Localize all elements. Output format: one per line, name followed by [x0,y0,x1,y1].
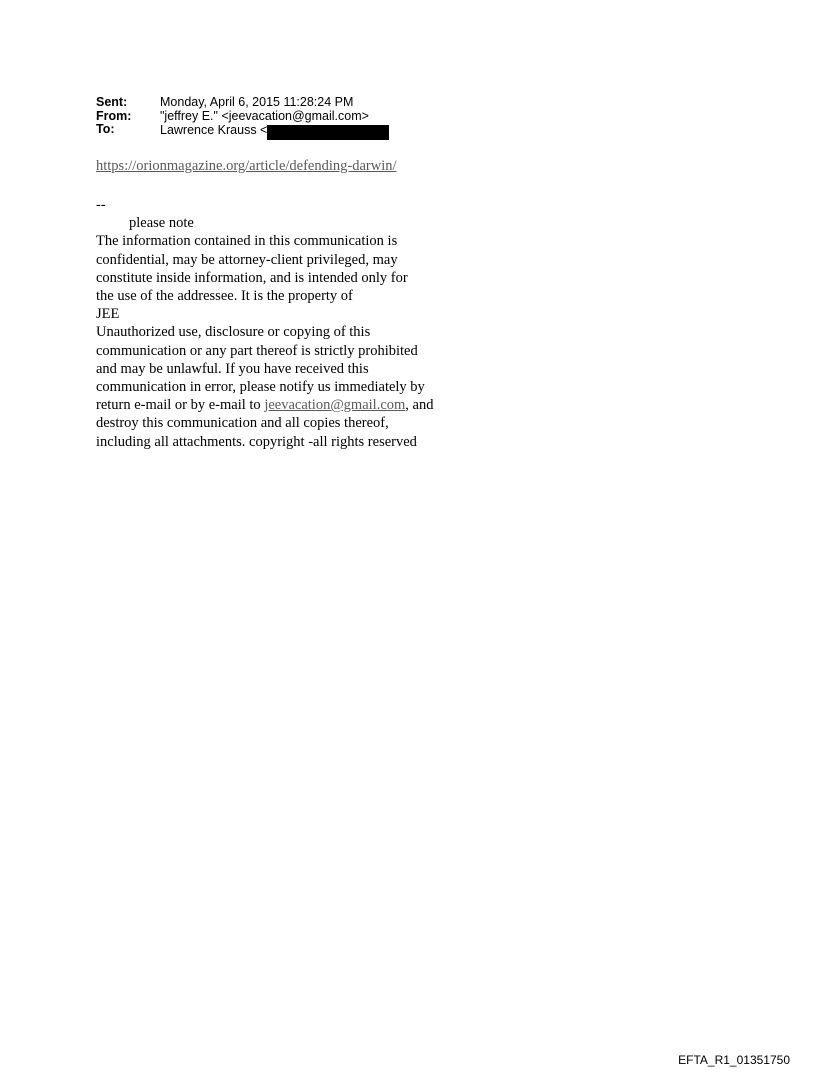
sent-label: Sent: [96,95,128,109]
disclaimer-line: destroy this communication and all copies thereof, [96,415,389,432]
to-value-wrap [160,123,389,138]
to-label: To: [96,122,115,136]
disclaimer-line: The information contained in this communication is [96,233,398,250]
email-header [96,96,389,138]
from-value: "jeffrey E." <jeevacation@gmail.com> [160,108,369,123]
from-label: From: [96,108,132,123]
from-row [96,110,389,124]
notify-email-link[interactable]: jeevacation@gmail.com [264,397,406,414]
sent-value: Monday, April 6, 2015 11:28:24 PM [160,95,354,109]
notify-prefix: return e-mail or by e-mail to [96,397,265,414]
signature-block [96,196,496,451]
disclaimer-line: including all attachments. copyright -all rights reserved [96,433,417,450]
redaction-block [267,125,389,140]
notify-line [96,396,496,414]
document-id: EFTA_R1_01351750 [678,1053,790,1067]
disclaimer-line: communication or any part thereof is strictly prohibited [96,342,418,359]
please-note: please note [129,215,194,232]
disclaimer-line: Unauthorized use, disclosure or copying of this [96,324,371,341]
disclaimer-line: constitute inside information, and is intended only for [96,269,408,286]
sent-row [96,96,389,110]
signature-separator: -- [96,197,106,213]
disclaimer-line: JEE [96,306,120,323]
to-value: Lawrence Krauss < [160,122,268,137]
disclaimer-line: and may be unlawful. If you have received this [96,360,369,377]
disclaimer-line: communication in error, please notify us immediately by [96,379,425,396]
disclaimer-line: confidential, may be attorney-client privileged, may [96,251,398,268]
article-link[interactable]: https://orionmagazine.org/article/defending-darwin/ [96,158,397,174]
disclaimer-line: the use of the addressee. It is the property of [96,288,353,305]
to-row [96,123,389,138]
notify-suffix: , and [405,397,434,414]
